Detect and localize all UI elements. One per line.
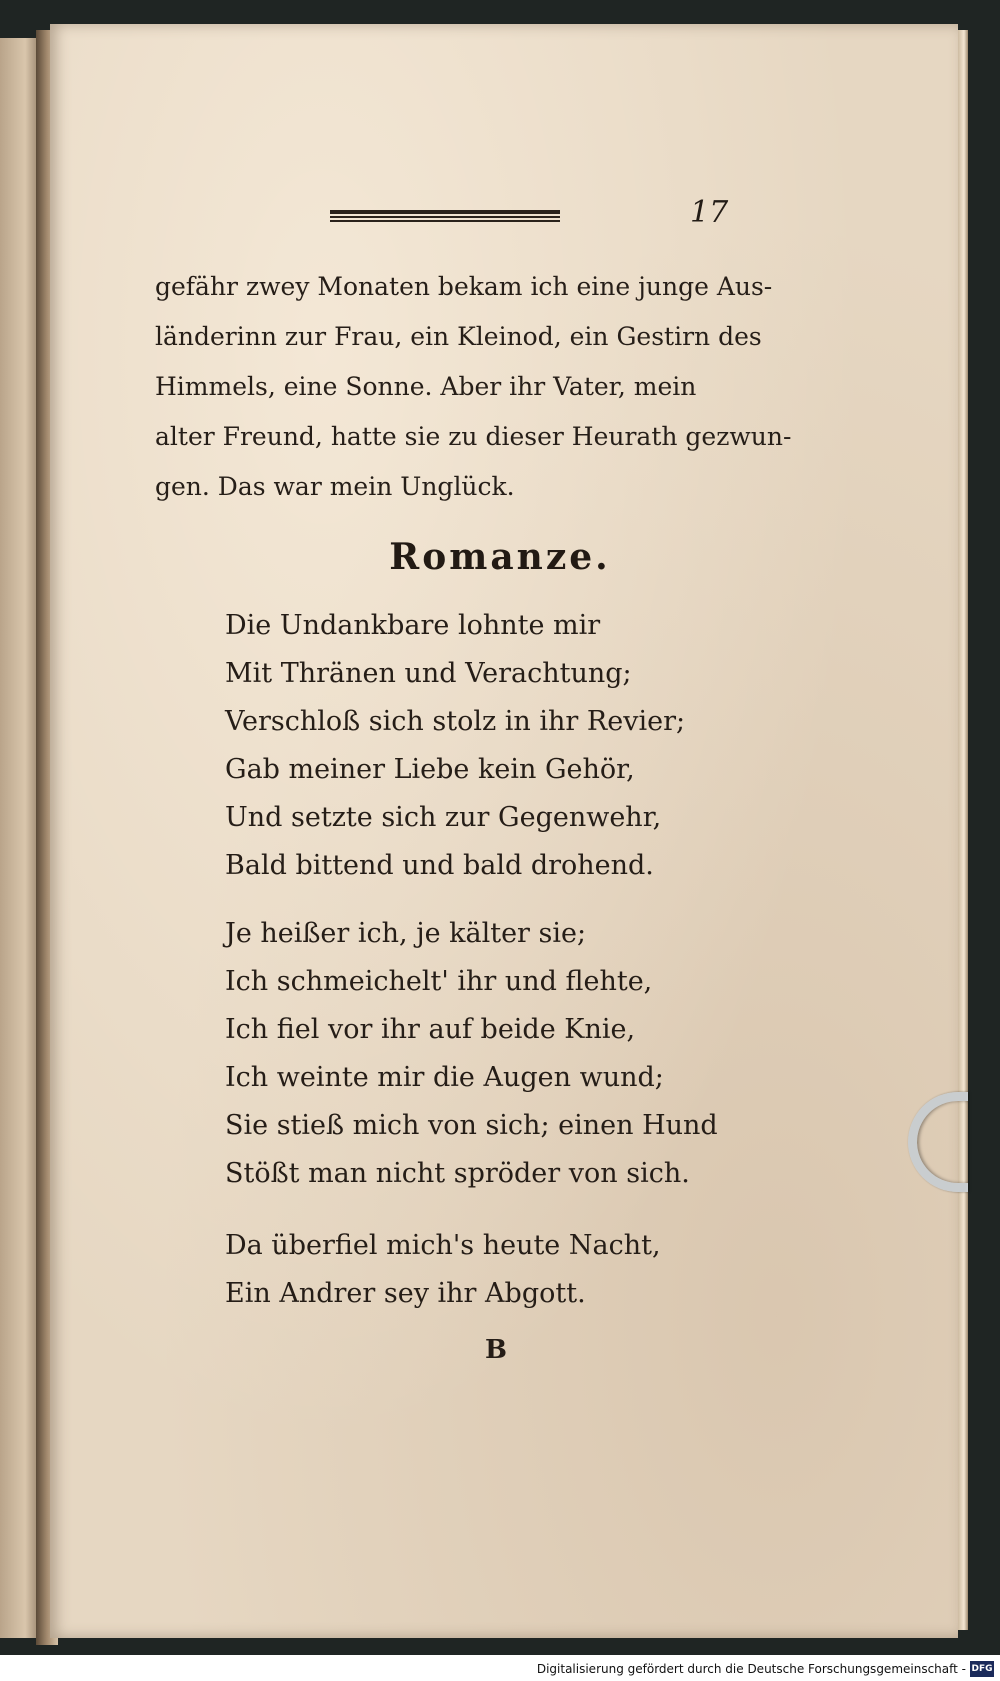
verse-line: Ich weinte mir die Augen wund; xyxy=(225,1062,664,1093)
verse-line: Ein Andrer sey ihr Abgott. xyxy=(225,1278,586,1309)
prose-line: Himmels, eine Sonne. Aber ihr Vater, mein xyxy=(155,372,697,401)
poem-title: Romanze. xyxy=(389,536,611,578)
catchword: B xyxy=(485,1335,507,1365)
verse-line: Die Undankbare lohnte mir xyxy=(225,610,601,641)
verse-line: Da überfiel mich's heute Nacht, xyxy=(225,1230,661,1261)
verse-line: Ich schmeichelt' ihr und flehte, xyxy=(225,966,653,997)
verse-line: Stößt man nicht spröder von sich. xyxy=(225,1158,690,1189)
prose-line: länderinn zur Frau, ein Kleinod, ein Gestirn des xyxy=(155,322,762,351)
verse-line: Gab meiner Liebe kein Gehör, xyxy=(225,754,635,785)
prose-line: alter Freund, hatte sie zu dieser Heurath gezwun- xyxy=(155,422,792,451)
verse-line: Je heißer ich, je kälter sie; xyxy=(225,918,587,949)
stanza-1 xyxy=(225,602,685,890)
verse-line: Sie stieß mich von sich; einen Hund xyxy=(225,1110,718,1141)
prose-paragraph xyxy=(155,262,792,512)
verse-line: Mit Thränen und Verachtung; xyxy=(225,658,632,689)
header-rule xyxy=(330,210,560,222)
prose-line: gefähr zwey Monaten bekam ich eine junge Aus- xyxy=(155,272,773,301)
verse-line: Verschloß sich stolz in ihr Revier; xyxy=(225,706,686,737)
footer-credit: Digitalisierung gefördert durch die Deutsche Forschungsgemeinschaft - xyxy=(536,1662,966,1676)
verse-line: Ich fiel vor ihr auf beide Knie, xyxy=(225,1014,636,1045)
verse-line: Bald bittend und bald drohend. xyxy=(225,850,654,881)
stanza-2 xyxy=(225,910,718,1198)
dfg-logo-icon: DFG xyxy=(970,1661,994,1677)
verse-line: Und setzte sich zur Gegenwehr, xyxy=(225,802,662,833)
footer-bar xyxy=(0,1655,1000,1681)
page-number: 17 xyxy=(690,195,729,230)
prose-line: gen. Das war mein Unglück. xyxy=(155,472,515,501)
stanza-3 xyxy=(225,1222,661,1318)
page-stack-edge xyxy=(958,30,968,1630)
